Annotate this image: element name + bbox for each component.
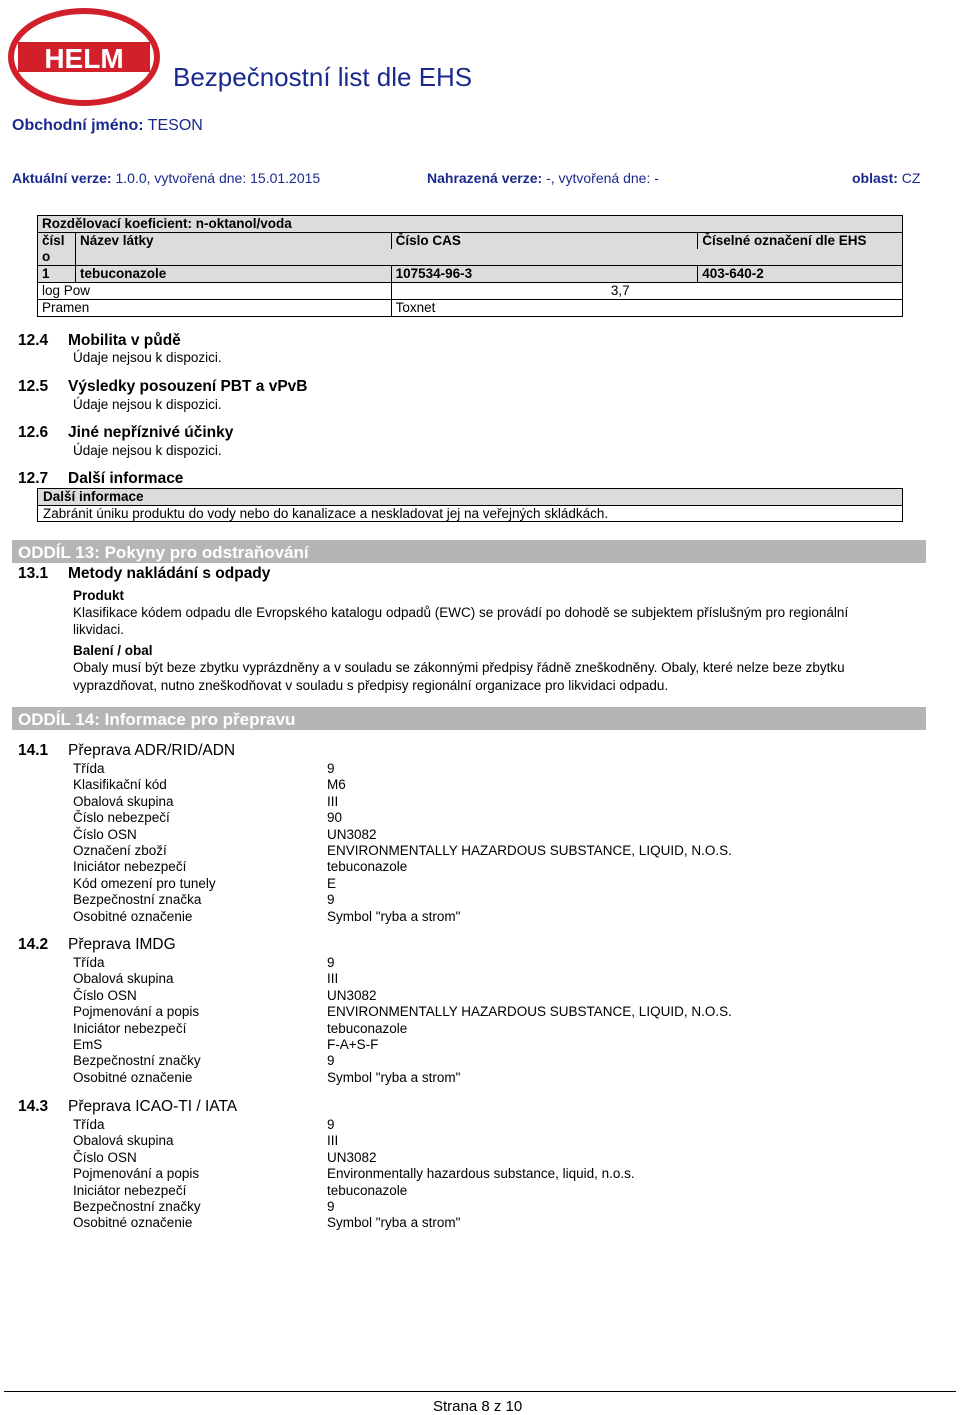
transport-field-label: Obalová skupina [73, 793, 174, 809]
transport-field-label: Bezpečnostní značky [73, 1053, 201, 1069]
row-number: 1 [38, 266, 76, 283]
transport-field-label: Osobitné označenie [73, 908, 193, 924]
transport-field-value: ENVIRONMENTALLY HAZARDOUS SUBSTANCE, LIQUID, N.O.S. [327, 1004, 732, 1020]
transport-field-label: Číslo OSN [73, 987, 137, 1003]
transport-field-label: Kód omezení pro tunely [73, 875, 216, 891]
transport-field-value: ENVIRONMENTALLY HAZARDOUS SUBSTANCE, LIQUID, N.O.S. [327, 843, 732, 858]
partition-coefficient-table [37, 215, 903, 317]
col-ec: Číselné označení dle EHS [698, 233, 903, 250]
transport-field-label: Číslo nebezpečí [73, 810, 170, 826]
transport-field-value: E [327, 875, 337, 891]
section-number: 12.4 [18, 332, 49, 349]
section-title: Metody nakládání s odpady [68, 565, 271, 582]
section-number: 12.7 [18, 470, 49, 487]
table-title: Rozdělovací koeficient: n-oktanol/voda [38, 216, 903, 233]
section-number: 14.3 [18, 1098, 49, 1115]
transport-field-value: III [327, 971, 339, 987]
transport-field-label: Číslo OSN [73, 1149, 137, 1165]
page-number: Strana 8 z 10 [433, 1398, 523, 1415]
further-info-box [37, 488, 903, 522]
current-version-value: 1.0.0, vytvořená dne: 15.01.2015 [115, 170, 321, 186]
transport-field-label: Třída [73, 1117, 105, 1132]
transport-field-value: 9 [327, 761, 335, 776]
row-cas: 107534-96-3 [391, 266, 698, 283]
transport-field-value: 90 [327, 810, 343, 826]
logpow-label: log Pow [38, 283, 392, 300]
transport-field-label: Iniciátor nebezpečí [73, 859, 187, 875]
transport-field-label: Bezpečnostní značky [73, 1199, 201, 1214]
helm-logo [8, 8, 160, 106]
row-ec: 403-640-2 [698, 266, 903, 283]
packaging-text-line-1: Obaly musí být beze zbytku vyprázdněny a v souladu se zákonnými předpisy řádně zneškodněny. Obaly, které nelze beze zbytku [73, 660, 845, 675]
transport-field-value: III [327, 1133, 339, 1149]
row-substance-name: tebuconazole [75, 266, 391, 283]
transport-field-value: UN3082 [327, 987, 377, 1003]
transport-field-label: Klasifikační kód [73, 777, 167, 793]
transport-field-label: Bezpečnostní značka [73, 892, 202, 908]
transport-field-value: UN3082 [327, 826, 377, 842]
transport-field-value: Symbol "ryba a strom" [327, 908, 461, 924]
transport-field-value: III [327, 793, 339, 809]
col-substance-name: Název látky [75, 233, 391, 250]
transport-field-value: UN3082 [327, 1149, 377, 1165]
col-cas [391, 233, 698, 250]
section-14-header: ODDÍL 14: Informace pro přepravu [12, 707, 926, 730]
current-version-label: Aktuální verze: [12, 170, 112, 186]
transport-field-value: F-A+S-F [327, 1037, 379, 1052]
transport-field-label: Obalová skupina [73, 971, 174, 987]
region-label: oblast: [852, 170, 898, 186]
trade-name-label: Obchodní jméno: [12, 117, 144, 134]
transport-field-label: Pojmenování a popis [73, 1166, 200, 1182]
section-title: Jiné nepříznivé účinky [68, 424, 234, 441]
section-text: Údaje nejsou k dispozici. [73, 397, 222, 412]
source-label: Pramen [38, 300, 392, 317]
transport-field-label: Iniciátor nebezpečí [73, 1182, 187, 1198]
replaced-version-label: Nahrazená verze: [427, 170, 543, 186]
packaging-text-line-2: vyprazdňovat, nutno zneškodňovat v souladu s předpisy regionální organizace pro likvidaci odpadu. [73, 678, 669, 693]
transport-field-value: tebuconazole [327, 1182, 408, 1198]
transport-field-value: 9 [327, 1117, 335, 1132]
transport-field-value: tebuconazole [327, 1020, 408, 1036]
transport-field-label: Třída [73, 761, 105, 776]
footer-divider [4, 1391, 956, 1392]
col-cas-label: Číslo CAS [395, 233, 461, 248]
section-title: Další informace [68, 470, 184, 487]
source-value: Toxnet [391, 300, 698, 317]
section-number: 12.6 [18, 424, 49, 441]
replaced-version [427, 170, 659, 186]
section-title: Výsledky posouzení PBT a vPvB [68, 378, 308, 395]
logpow-value: 3,7 [391, 283, 698, 300]
section-13-header: ODDÍL 13: Pokyny pro odstraňování [12, 540, 926, 563]
transport-field-value: Symbol "ryba a strom" [327, 1069, 461, 1085]
section-text: Údaje nejsou k dispozici. [73, 350, 222, 365]
further-info-box-title: Další informace [38, 489, 902, 506]
product-text-line-1: Klasifikace kódem odpadu dle Evropského katalogu odpadů (EWC) se provádí po dohodě se subjektem příslušným pro regionální [73, 605, 849, 620]
transport-field-label: Pojmenování a popis [73, 1004, 200, 1020]
section-number: 13.1 [18, 565, 49, 582]
section-number: 14.2 [18, 936, 49, 953]
section-title: Přeprava ADR/RID/ADN [68, 742, 236, 759]
current-version [12, 170, 320, 186]
transport-field-value: 9 [327, 1053, 335, 1069]
transport-field-label: Osobitné označenie [73, 1215, 193, 1231]
transport-field-value: 9 [327, 1199, 335, 1214]
trade-name-value: TESON [147, 117, 203, 134]
transport-field-label: Iniciátor nebezpečí [73, 1020, 187, 1036]
transport-field-label: Označení zboží [73, 843, 167, 858]
transport-field-value: 9 [327, 892, 335, 908]
col-number-cont: o [38, 249, 76, 266]
product-text-line-2: likvidaci. [73, 622, 125, 637]
col-number: čísl [38, 233, 76, 250]
replaced-version-value: -, vytvořená dne: - [546, 170, 659, 186]
logo-text: HELM [44, 43, 124, 74]
section-title: Přeprava ICAO-TI / IATA [68, 1098, 238, 1115]
transport-field-value: Environmentally hazardous substance, liquid, n.o.s. [327, 1166, 635, 1182]
product-label: Produkt [73, 588, 125, 603]
transport-field-label: Třída [73, 955, 105, 970]
section-text: Údaje nejsou k dispozici. [73, 443, 222, 458]
section-number: 14.1 [18, 742, 49, 759]
document-title: Bezpečnostní list dle EHS [173, 62, 473, 92]
section-title: Přeprava IMDG [68, 936, 176, 953]
transport-field-value: tebuconazole [327, 859, 408, 875]
section-number: 12.5 [18, 378, 49, 395]
transport-field-value: 9 [327, 955, 335, 970]
region [852, 170, 920, 186]
transport-field-value: Symbol "ryba a strom" [327, 1215, 461, 1231]
section-title: Mobilita v půdě [68, 332, 181, 349]
transport-field-label: Osobitné označenie [73, 1069, 193, 1085]
transport-field-value: M6 [327, 777, 346, 793]
packaging-label: Balení / obal [73, 643, 153, 658]
region-value: CZ [901, 170, 921, 186]
further-info-box-text: Zabránit úniku produktu do vody nebo do kanalizace a neskladovat jej na veřejných skládkách. [43, 506, 609, 521]
transport-field-label: EmS [73, 1037, 103, 1052]
transport-field-label: Číslo OSN [73, 826, 137, 842]
trade-name [12, 117, 203, 135]
transport-field-label: Obalová skupina [73, 1133, 174, 1149]
